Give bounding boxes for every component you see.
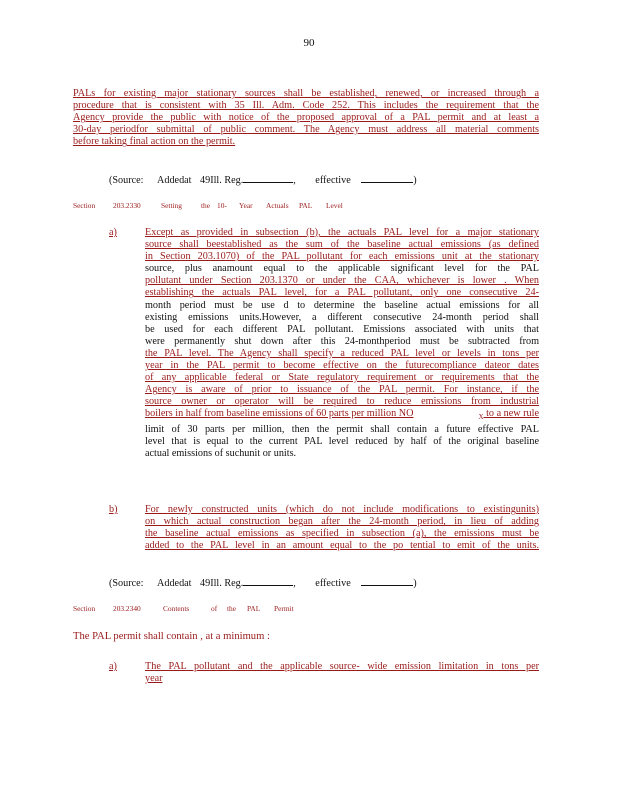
section-title-word: of [211,604,218,613]
item-a-line: source owner or operator will be required to reduce emissions from industrial [145,396,539,408]
item-label: a) [109,227,117,238]
item-c-line: year [145,673,163,685]
source-comma: , [293,175,296,186]
intro-line: procedure that is consistent with 35 Ill. Adm. Code 252. This includes the requirement that the [73,100,539,112]
item-b-line: added to the PAL level in an amount equal to the po tential to emit of the units. [145,540,539,552]
item-b-line: on which actual construction began after the 24-month period, in lieu of adding [145,516,539,528]
section-title-word: 10- [217,201,227,210]
item-a-line: were permanently shut down after this 24-monthperiod must be subtracted from [145,335,539,347]
section-word: Section [73,604,96,613]
blank-line [361,172,413,183]
section-heading [73,201,343,210]
page-number: 90 [303,37,315,49]
item-label: b) [109,504,118,515]
blank-line [361,575,413,586]
source-note [109,575,417,589]
item-c-paragraph [145,661,539,685]
item-a-line-main: boilers in half from baseline emissions of 60 parts per million NO [145,408,414,420]
item-a-paragraph [145,227,539,460]
source-added: Addedat [157,578,192,589]
section-title-word: Actuals [266,201,289,210]
item-a-line: actual emissions of suchunit or units. [145,447,297,459]
section-number: 203.2330 [113,201,141,210]
section-title-word: the [201,201,211,210]
section-title-word: Setting [161,201,182,210]
section-title-word: Level [326,201,343,210]
source-close: ) [413,175,417,186]
item-label: a) [109,661,117,672]
section-title-word: PAL [247,604,261,613]
item-a-line [145,408,539,423]
source-note [109,172,417,186]
section-heading [73,604,294,613]
intro-line: PALs for existing major stationary sources shall be established, renewed, or increased through a [73,88,539,99]
item-a-line: existing emissions units.However, a different consecutive 24-month period shall [145,311,539,323]
source-effective: effective [315,578,351,589]
item-a-line: month period must be use d to determine the baseline actual emissions for all [145,299,539,311]
item-a-line: of any applicable federal or State regulatory requirement or requirements that the [145,372,539,384]
item-a-line: year in the PAL permit to become effective on the futurecompliance dateor dates [145,360,539,372]
item-a-line: level that is equal to the current PAL level reduced by half of the original baseline [145,435,539,447]
intro-line: Agency provide the public with notice of the proposed approval of a PAL permit and at least a [73,112,539,124]
source-prefix: (Source: [109,578,144,589]
item-a-line: pollutant under Section 203.1370 or under the CAA, whichever is lower . When [145,275,539,287]
blank-line [243,172,293,183]
item-a-line: establishing the actuals PAL level, for a PAL pollutant, only one consecutive 24- [145,287,539,299]
source-reg: 49Ill. Reg. [200,578,244,589]
item-a-line: Except as provided in subsection (b), the actuals PAL level for a major stationary [145,227,539,238]
item-a-line-end [478,408,539,423]
item-b-paragraph [145,504,539,552]
item-a-line: in Section 203.1070) of the PAL pollutant for each emissions unit at the stationary [145,251,539,263]
blank-line [243,575,293,586]
intro-paragraph [73,88,539,148]
intro-line: 30-day periodfor submittal of public comment. The Agency must address all material comments [73,124,539,136]
item-b-line: the baseline actual emissions as specified in subsection (a), the emissions must be [145,528,539,540]
item-c-line: The PAL pollutant and the applicable source- wide emission limitation in tons per [145,661,539,672]
section-title-word: Contents [163,604,190,613]
item-a-line: Agency is aware of prior to issuance of the PAL permit. For instance, if the [145,384,539,396]
section-number: 203.2340 [113,604,141,613]
section-title-word: the [227,604,237,613]
item-a-line: source shall beestablished as the sum of the baseline actual emissions (as defined [145,239,539,251]
source-close: ) [413,578,417,589]
item-a-line: the PAL level. The Agency shall specify a reduced PAL level or levels in tons per [145,347,539,359]
section-title-word: Year [239,201,253,210]
source-reg: 49Ill. Reg. [200,175,244,186]
section-word: Section [73,201,96,210]
pal-permit-intro: The PAL permit shall contain , at a minimum : [73,631,270,642]
source-prefix: (Source: [109,175,144,186]
source-effective: effective [315,175,351,186]
nox-subscript: X [478,413,484,422]
item-a-line: limit of 30 parts per million, then the permit shall contain a future effective PAL [145,423,539,435]
item-a-line: source, plus anamount equal to the applicable significant level for the PAL [145,263,539,275]
source-comma: , [293,578,296,589]
item-b-line: For newly constructed units (which do not include modifications to existingunits) [145,504,539,515]
section-title-word: PAL [299,201,313,210]
nox-tail: to a new rule [483,408,539,420]
section-title-word: Permit [274,604,294,613]
source-added: Addedat [157,175,192,186]
intro-line: before taking final action on the permit. [73,136,236,148]
item-a-line: be used for each different PAL pollutant. Emissions associated with units that [145,323,539,335]
